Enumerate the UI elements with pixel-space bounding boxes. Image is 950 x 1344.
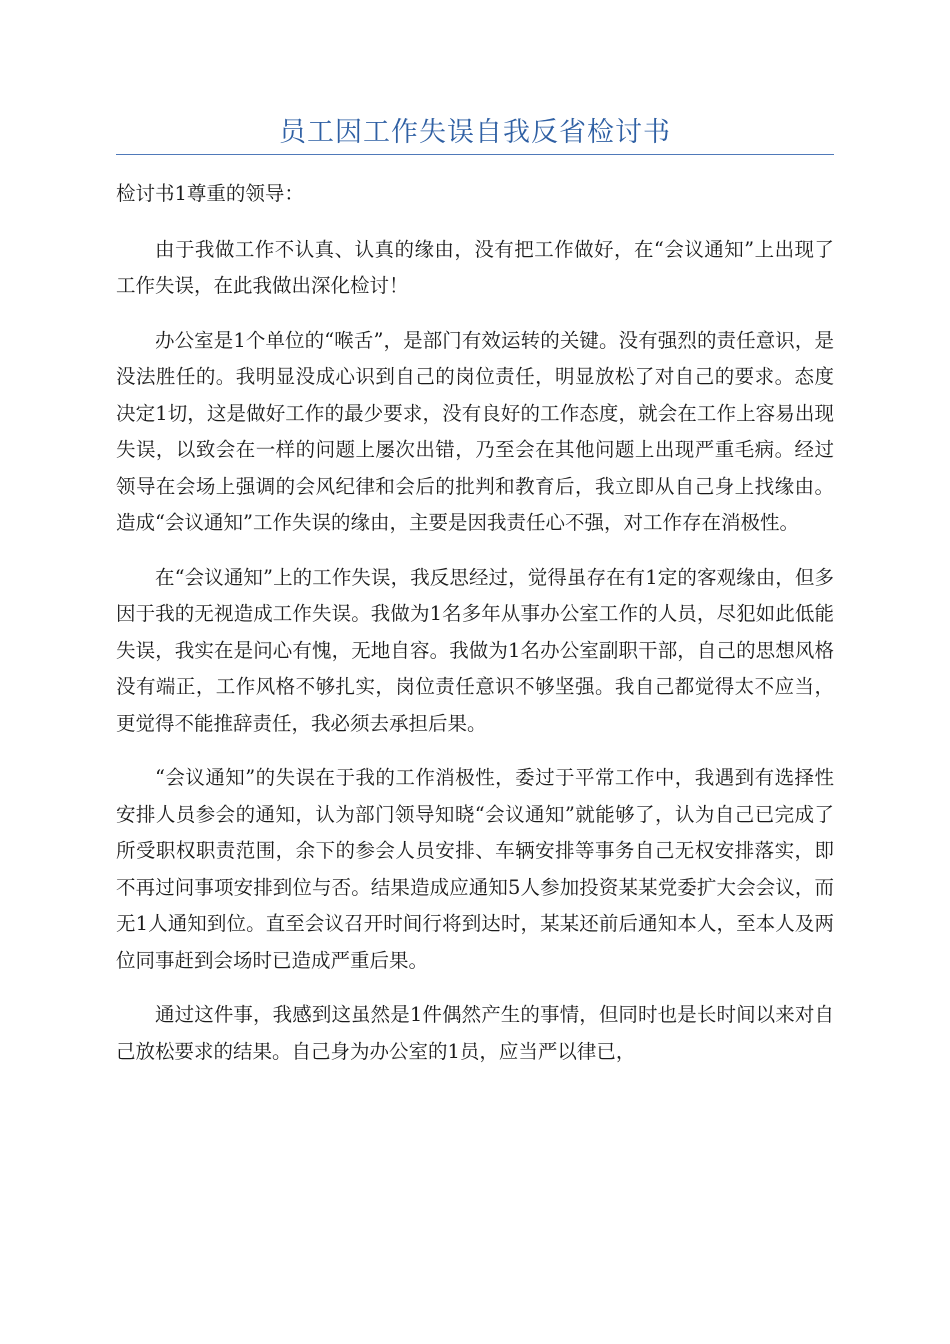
document-body	[116, 176, 834, 1088]
document-title: 员工因工作失误自我反省检讨书	[279, 117, 671, 148]
paragraph-4: “会议通知”的失误在于我的工作消极性，委过于平常工作中，我遇到有选择性安排人员参会的通知，认为部门领导知晓“会议通知”就能够了，认为自己已完成了所受职权职责范围，余下的参会人员安排、车辆安排等事务自己无权安排落实，即不再过问事项安排到位与否。结果造成应通知5人参加投资某某党委扩大会会议，而无1人通知到位。直至会议召开时间行将到达时，某某还前后通知本人，至本人及两位同事赶到会场时已造成严重后果。	[116, 766, 834, 972]
paragraph-5: 通过这件事，我感到这虽然是1件偶然产生的事情，但同时也是长时间以来对自己放松要求的结果。自己身为办公室的1员，应当严以律已，	[116, 1003, 834, 1063]
paragraph-3: 在“会议通知”上的工作失误，我反思经过，觉得虽存在有1定的客观缘由，但多因于我的无视造成工作失误。我做为1名多年从事办公室工作的人员，尽犯如此低能失误，我实在是问心有愧，无地自容。我做为1名办公室副职干部，自己的思想风格没有端正，工作风格不够扎实，岗位责任意识不够坚强。我自己都觉得太不应当，更觉得不能推辞责任，我必须去承担后果。	[116, 565, 834, 735]
salutation: 检讨书1尊重的领导：	[116, 182, 304, 205]
title-underline	[116, 154, 834, 155]
paragraph-1: 由于我做工作不认真、认真的缘由，没有把工作做好，在“会议通知”上出现了工作失误，在此我做出深化检讨！	[116, 237, 834, 297]
paragraph-2: 办公室是1个单位的“喉舌”，是部门有效运转的关键。没有强烈的责任意识，是没法胜任的。我明显没成心识到自己的岗位责任，明显放松了对自己的要求。态度决定1切，这是做好工作的最少要求，没有良好的工作态度，就会在工作上容易出现失误，以致会在一样的问题上屡次出错，乃至会在其他问题上出现严重毛病。经过领导在会场上强调的会风纪律和会后的批判和教育后，我立即从自己身上找缘由。造成“会议通知”工作失误的缘由，主要是因我责任心不强，对工作存在消极性。	[116, 328, 834, 534]
